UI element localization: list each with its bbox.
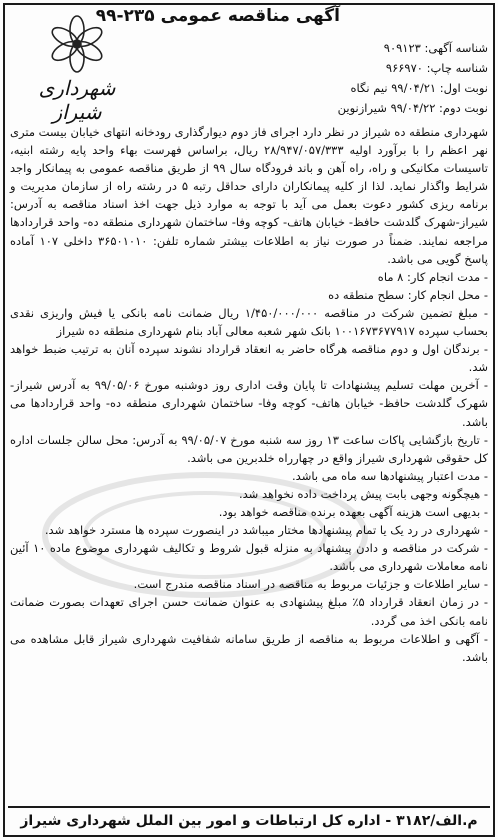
condition-winners-deposit: - برندگان اول و دوم مناقصه هرگاه حاضر به انعقاد قرارداد نشوند سپرده آنان به ترتیب ضبط خواهد شد. — [10, 342, 488, 375]
meta-print-id: شناسه چاپ: ۹۶۶۹۷۰ — [385, 61, 488, 75]
intro-paragraph: شهرداری منطقه ده شیراز در نظر دارد اجرای فاز دوم دیوارگذاری رودخانه انتهای خیابان بیست متری نهر اعظم را با برآورد اولیه ۲۸/۹۴۷/۰۵۷/۳۳۳ ریال، براساس فهرست بهاء واحد پایه رشته ابنیه، تاسیسات مکانیکی و راه، راه آهن و باند فرودگاه سال ۹۹ از طریق مناقصه عمومی به پیمانکار واجد شرایط واگذار نماید. لذا از کلیه پیمانکاران دارای حداقل رتبه ۵ در رشته راه از سازمان مدیریت و برنامه ریزی کشور دعوت بعمل می آید با توجه به موارد ذیل جهت اخذ اسناد مناقصه به آدرس: شیراز-شهرک گلدشت حافظ- خیابان هاتف- کوچه وفا- ساختمان شهرداری منطقه ده- واحد قراردادها مراجعه نمایند. ضمناً در صورت نیاز به اطلاعات بیشتر شماره تلفن: ۳۶۵۰۱۰۱۰ داخلی ۱۰۷ آماده پاسخ گویی می باشد. — [10, 125, 488, 266]
condition-acceptance: - شرکت در مناقصه و دادن پیشنهاد به منزله قبول شروط و تکالیف شهرداری موضوع ماده ۱۰ آئین نامه معاملات شهرداری می باشد. — [10, 541, 489, 574]
shiraz-municipality-logo — [22, 12, 132, 124]
meta-second-run: نوبت دوم: ۹۹/۰۴/۲۲ شیرازنوین — [337, 101, 488, 115]
condition-validity: - مدت اعتبار پیشنهادها سه ماه می باشد. — [292, 468, 488, 483]
meta-first-run: نوبت اول: ۹۹/۰۴/۲۱ نیم نگاه — [350, 81, 488, 95]
notice-footer — [8, 806, 490, 834]
notice-title: آگهی مناقصه عمومی ۲۳۵-۹۹ — [95, 6, 340, 26]
condition-submission-deadline: - آخرین مهلت تسلیم پیشنهادات تا پایان وقت اداری روز دوشنبه مورخ ۹۹/۰۵/۰۶ به آدرس شیراز-شهرک گلدشت حافظ- خیابان هاتف- کوچه وفا- ساختمان شهرداری منطقه ده- واحد قراردادها می باشد. — [10, 378, 488, 429]
meta-notice-id: شناسه آگهی: ۹۰۹۱۲۳ — [383, 41, 488, 55]
notice-metadata — [338, 38, 488, 118]
condition-guarantee: - مبلغ تضمین شرکت در مناقصه ۱/۴۵۰/۰۰۰/۰۰۰ ریال ضمانت نامه بانکی یا فیش واریزی نقدی بحساب سپرده ۱۰۰۱۶۷۳۶۷۷۹۱۷ بانک شهر شعبه معالی آباد بنام شهرداری منطقه ده شیراز — [10, 305, 488, 339]
condition-other-info: - سایر اطلاعات و جزئیات مربوط به مناقصه در اسناد مناقصه مندرج است. — [133, 577, 488, 592]
condition-duration: - مدت انجام کار: ۸ ماه — [377, 269, 488, 284]
logo-wordmark: شهرداری شیراز — [38, 76, 116, 124]
condition-transparency: - آگهی و اطلاعات مربوط به مناقصه از طریق سامانه شفافیت شهرداری شیراز قابل مشاهده می باشد. — [10, 631, 488, 664]
condition-ad-cost: - بدیهی است هزینه آگهی بعهده برنده مناقصه خواهد بود. — [218, 504, 488, 519]
condition-no-prepayment: - هیچگونه وجهی بابت پیش پرداخت داده نخواهد شد. — [238, 486, 488, 501]
notice-body — [10, 123, 488, 666]
notice-header — [8, 4, 490, 122]
condition-location: - محل انجام کار: سطح منطقه ده — [328, 287, 488, 302]
condition-rejection-right: - شهرداری در رد یک یا تمام پیشنهادها مختار میباشد در اینصورت سپرده ها مسترد خواهد شد. — [44, 523, 488, 538]
footer-signature: م.الف/۳۱۸۲ - اداره کل ارتباطات و امور بین الملل شهرداری شیراز — [20, 813, 478, 829]
flower-emblem-icon — [22, 12, 132, 76]
conditions-list — [10, 268, 488, 666]
condition-performance-bond: - در زمان انعقاد قرارداد ۵٪ مبلغ پیشنهادی به عنوان ضمانت حسن اجرای تعهدات بصورت ضمانت نامه بانکی اخذ می گردد. — [10, 595, 488, 628]
condition-opening-date: - تاریخ بازگشایی پاکات ساعت ۱۳ روز سه شنبه مورخ ۹۹/۰۵/۰۷ به آدرس: محل سالن جلسات اداره کل حقوقی شهرداری شیراز واقع در چهارراه خلدبرین می باشد. — [10, 432, 488, 465]
